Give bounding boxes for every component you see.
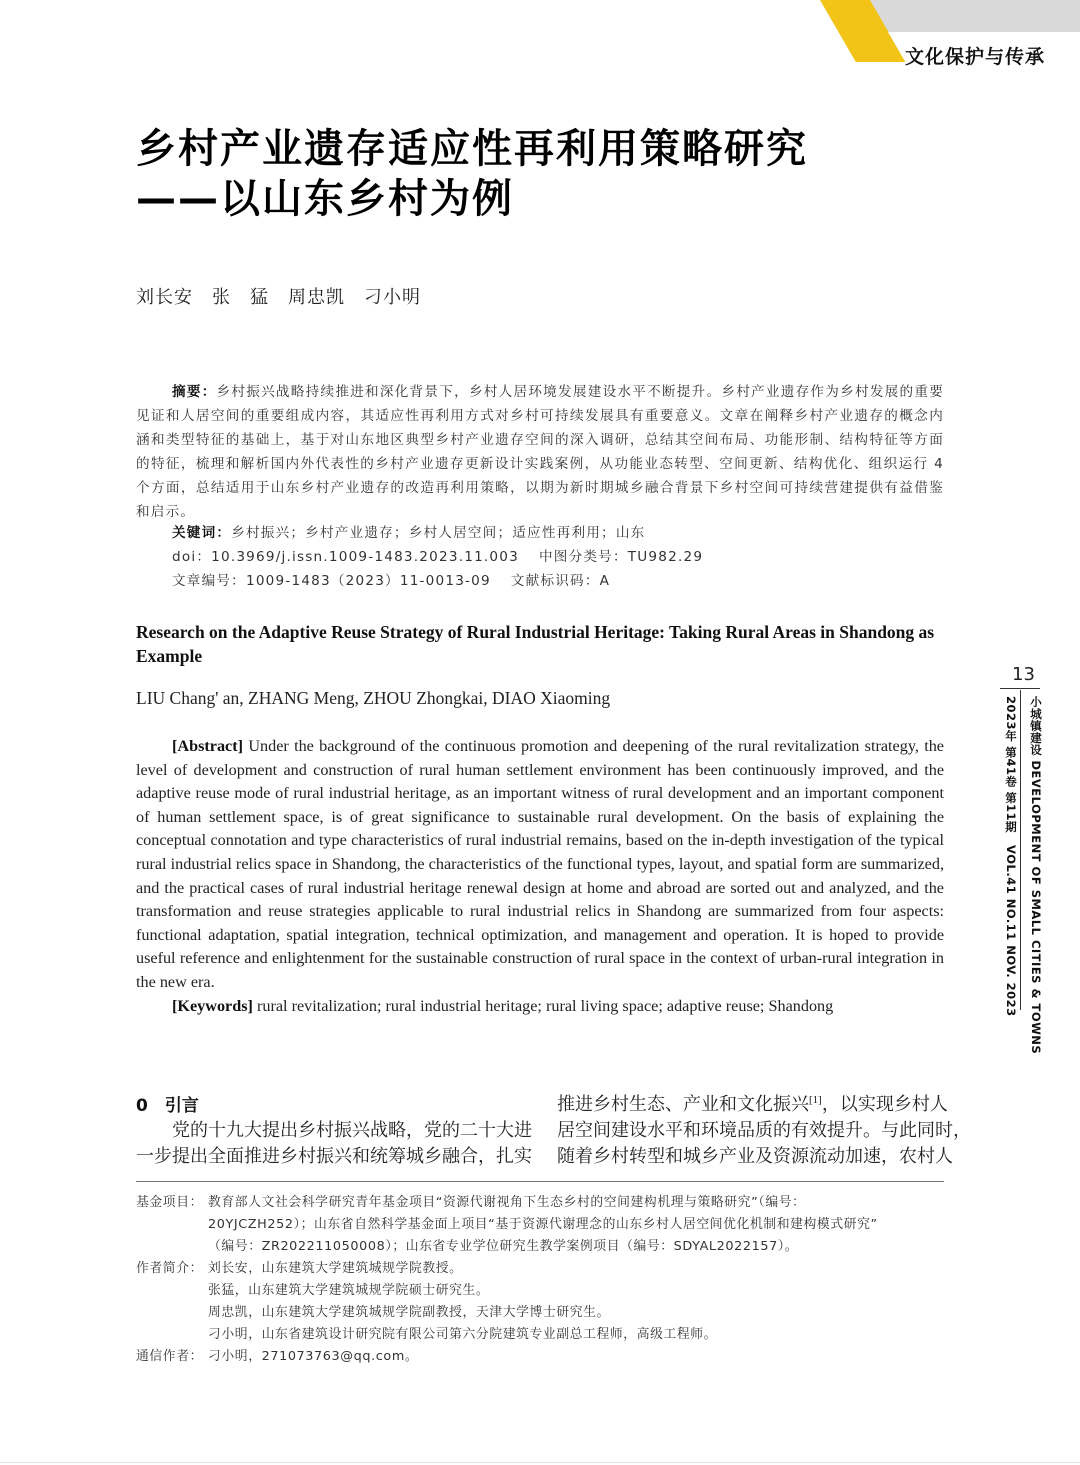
fund-line-3: （编号：ZR202211050008）；山东省专业学位研究生教学案例项目（编号：SDYAL2022157）。 [208, 1239, 799, 1254]
english-abstract [136, 735, 944, 995]
corresponding-author: 刁小明，271073763@qq.com。 [208, 1349, 419, 1364]
english-abstract-label: [Abstract] [172, 737, 244, 755]
corresponding-label: 通信作者： [136, 1349, 203, 1364]
page-bottom-edge [0, 1462, 1080, 1463]
document-code: 文献标识码：A [510, 573, 611, 589]
cn-abstract [136, 380, 944, 524]
cn-keywords [172, 521, 645, 545]
intro-left-line-1: 党的十九大提出乡村振兴战略，党的二十大进 [172, 1120, 532, 1140]
authors-cn: 刘长安 张 猛 周忠凯 刁小明 [136, 287, 421, 308]
english-keywords [172, 995, 833, 1019]
english-abstract-text: Under the background of the continuous promotion and deepening of the rural revitalization strategy, the level of development and construction of rural human settlement environment has been continuously improved, and the adaptive reuse mode of rural industrial heritage, as an important witness of rural development and an important component of human settlement space, is of great significance to sustainable rural development. On the basis of explaining the conceptual connotation and type characteristics of rural industrial remains, based on the in-depth investigation of the typical rural industrial relics space in Shandong, the characteristics of the functional types, layout, and spatial form are summarized, and the practical cases of rural industrial heritage renewal design at home and abroad are sorted out and analyzed, and the transformation and reuse strategies applicable to rural industrial relics in Shandong are summarized from four aspects: functional adaptation, spatial integration, technical optimization, and management and operation. It is hoped to provide useful reference and enlightenment for the sustainable construction of rural space in the context of urban-rural integration in the new era. [136, 737, 944, 991]
cn-keywords-label: 关键词： [172, 525, 232, 541]
english-keywords-label: [Keywords] [172, 997, 253, 1015]
english-authors: LIU Chang' an, ZHANG Meng, ZHOU Zhongkai, DIAO Xiaoming [136, 688, 611, 708]
article-number: 文章编号：1009-1483（2023）11-0013-09 [172, 573, 491, 589]
article-number-line [172, 569, 610, 593]
cn-abstract-text: 乡村振兴战略持续推进和深化背景下，乡村人居环境发展建设水平不断提升。乡村产业遗存作为乡村发展的重要见证和人居空间的重要组成内容，其适应性再利用方式对乡村可持续发展具有重要意义。文章在阐释乡村产业遗存的概念内涵和类型特征的基础上，基于对山东地区典型乡村产业遗存空间的深入调研，总结其空间布局、功能形制、结构特征等方面的特征，梳理和解析国内外代表性的乡村产业遗存更新设计实践案例，从功能业态转型、空间更新、结构优化、组织运行 4 个方面，总结适用于山东乡村产业遗存的改造再利用策略，以期为新时期城乡融合背景下乡村空间可持续营建提供有益借鉴和启示。 [136, 384, 944, 520]
clc-number: 中图分类号：TU982.29 [538, 549, 704, 565]
issue-info-vertical: 2023年 第41卷 第11期 VOL.41 NO.11 NOV. 2023 [1004, 696, 1018, 1017]
paper-title: 乡村产业遗存适应性再利用策略研究 [136, 126, 808, 172]
sidebar-rule-vertical [1020, 690, 1021, 1010]
intro-right-line-1-tail: ，以实现乡村人 [821, 1094, 948, 1114]
intro-right-line-1-text: 推进乡村生态、产业和文化振兴 [557, 1094, 809, 1114]
english-title: Research on the Adaptive Reuse Strategy of Rural Industrial Heritage: Taking Rural Areas in Shandong as Example [136, 622, 935, 666]
sidebar-rule-horizontal [1000, 688, 1040, 689]
doi-line [172, 545, 703, 569]
fund-label: 基金项目： [136, 1195, 203, 1210]
bio-line-2: 张猛，山东建筑大学建筑城规学院硕士研究生。 [208, 1283, 490, 1298]
intro-left-line-2: 一步提出全面推进乡村振兴和统筹城乡融合，扎实 [136, 1146, 532, 1166]
intro-right-line-2: 居空间建设水平和环境品质的有效提升。与此同时， [557, 1120, 971, 1140]
bio-line-3: 周忠凯，山东建筑大学建筑城规学院副教授，天津大学博士研究生。 [208, 1305, 610, 1320]
page-number: 13 [1012, 664, 1035, 685]
journal-name-vertical: 小城镇建设 DEVELOPMENT OF SMALL CITIES & TOWNS [1029, 696, 1043, 1055]
bio-label: 作者简介： [136, 1261, 203, 1276]
footnote-rule [136, 1181, 944, 1182]
cn-keywords-text: 乡村振兴；乡村产业遗存；乡村人居空间；适应性再利用；山东 [231, 525, 646, 541]
cn-abstract-label: 摘要： [172, 384, 217, 400]
english-keywords-text: rural revitalization; rural industrial heritage; rural living space; adaptive reuse; Shandong [252, 997, 834, 1015]
citation-ref: [1] [809, 1094, 822, 1106]
bio-line-4: 刁小明，山东省建筑设计研究院有限公司第六分院建筑专业副总工程师，高级工程师。 [208, 1327, 718, 1342]
doi: doi：10.3969/j.issn.1009-1483.2023.11.003 [172, 549, 519, 565]
section-heading-intro: 0 引言 [136, 1096, 199, 1116]
bio-line-1: 刘长安，山东建筑大学建筑城规学院教授。 [208, 1261, 463, 1276]
paper-subtitle: ——以山东乡村为例 [136, 176, 514, 222]
intro-right-line-3: 随着乡村转型和城乡产业及资源流动加速，农村人 [557, 1146, 953, 1166]
section-label: 文化保护与传承 [905, 46, 1046, 68]
intro-right-line-1 [557, 1087, 948, 1117]
fund-line-1: 教育部人文社会科学研究青年基金项目“资源代谢视角下生态乡村的空间建构机理与策略研究”（编号： [208, 1195, 806, 1210]
fund-line-2: 20YJCZH252）；山东省自然科学基金面上项目“基于资源代谢理念的山东乡村人居空间优化机制和建构模式研究” [208, 1217, 878, 1232]
